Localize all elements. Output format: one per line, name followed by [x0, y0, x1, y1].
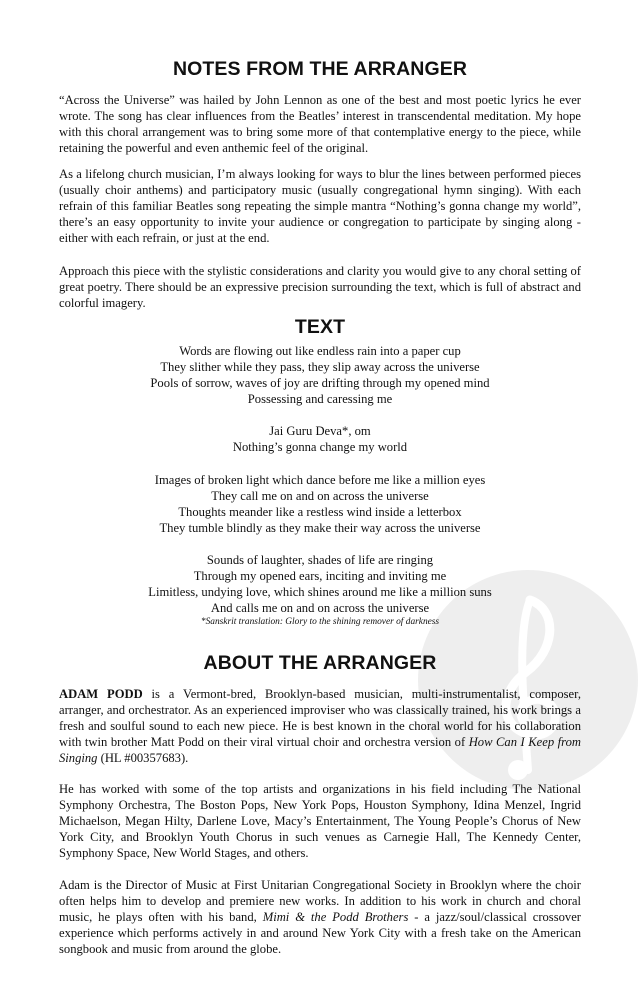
lyric-line: Sounds of laughter, shades of life are ringing [206, 552, 434, 567]
lyric-line: Limitless, undying love, which shines around me like a million suns [148, 585, 492, 600]
notes-paragraph-3: Approach this piece with the stylistic considerations and clarity you would give to any choral setting of great poetry. There should be an expressive precision surrounding the text, which is full of abstract and colorful imagery. [59, 264, 581, 311]
lyric-line: They slither while they pass, they slip away across the universe [160, 360, 480, 375]
lyric-line: Pools of sorrow, waves of joy are drifting through my opened mind [150, 376, 490, 391]
lyric-line: Images of broken light which dance before me like a million eyes [154, 472, 486, 487]
lyrics-block [59, 343, 581, 628]
arranger-name: ADAM PODD [59, 687, 143, 701]
notes-heading: NOTES FROM THE ARRANGER [172, 58, 468, 80]
lyric-line: They tumble blindly as they make their way across the universe [159, 520, 481, 535]
song-title: How Can I Keep from Singing [59, 735, 581, 766]
lyric-line: Through my opened ears, inciting and inviting me [193, 569, 447, 584]
lyric-line: Nothing’s gonna change my world [232, 440, 408, 455]
sanskrit-footnote: *Sanskrit translation: Glory to the shining remover of darkness [200, 617, 440, 628]
band-name: Mimi & the Podd Brothers [262, 910, 409, 925]
about-heading: ABOUT THE ARRANGER [203, 652, 437, 674]
notes-paragraph-2: As a lifelong church musician, I’m always looking for ways to blur the lines between performed pieces (usually choir anthems) and participatory music (usually congregational hymn singing). With each refrain of this familiar Beatles song repeating the simple mantra “Nothing’s gonna change my world”, there’s an easy opportunity to invite your audience or congregation to participate by singing along - either with each refrain, or just at the end. [59, 167, 581, 246]
lyric-line: Thoughts meander like a restless wind inside a letterbox [178, 504, 462, 519]
lyric-line: Words are flowing out like endless rain into a paper cup [179, 344, 461, 358]
notes-paragraph-1: “Across the Universe” was hailed by John Lennon as one of the best and most poetic lyrics he ever wrote. The song has clear influences from the Beatles’ interest in transcendental meditation. My hope with this choral arrangement was to bring some more of that contemplative energy to the piece, while retaining the powerful and even anthemic feel of the original. [59, 93, 581, 156]
lyric-line: And calls me on and on across the universe [210, 601, 430, 616]
text-heading: TEXT [294, 316, 346, 338]
lyric-line: Possessing and caressing me [247, 392, 393, 407]
about-paragraph-1: ADAM PODD is a Vermont-bred, Brooklyn-based musician, multi-instrumentalist, composer, arranger, and orchestrator. As an experienced improviser who was classically trained, his work brings a fresh and soulful sound to each new piece. He is best known in the choral world for his collaboration with twin brother Matt Podd on their viral virtual choir and orchestra version of How Can I Keep from Singing (HL #00357683). [59, 687, 581, 766]
about-paragraph-2: He has worked with some of the top artists and organizations in his field including The National Symphony Orchestra, The Boston Pops, New York Pops, Houston Symphony, Idina Menzel, Ingrid Michaelson, Megan Hilty, Darlene Love, Macy’s Entertainment, The Young People’s Chorus of New York City, and Brooklyn Youth Chorus in such venues as Carnegie Hall, The Kennedy Center, Symphony Space, New World Stages, and others. [59, 782, 581, 861]
about-paragraph-3: Adam is the Director of Music at First Unitarian Congregational Society in Brooklyn where the choir often helps him to develop and premiere new works. In addition to his work in church and choral music, he plays often with his band, Mimi & the Podd Brothers - a jazz/soul/classical crossover experience which performs actively in and around New York City with a fresh take on the American songbook and music from around the globe. [59, 878, 581, 957]
lyric-line: They call me on and on across the universe [211, 488, 429, 503]
lyric-line: Jai Guru Deva*, om [269, 424, 371, 439]
